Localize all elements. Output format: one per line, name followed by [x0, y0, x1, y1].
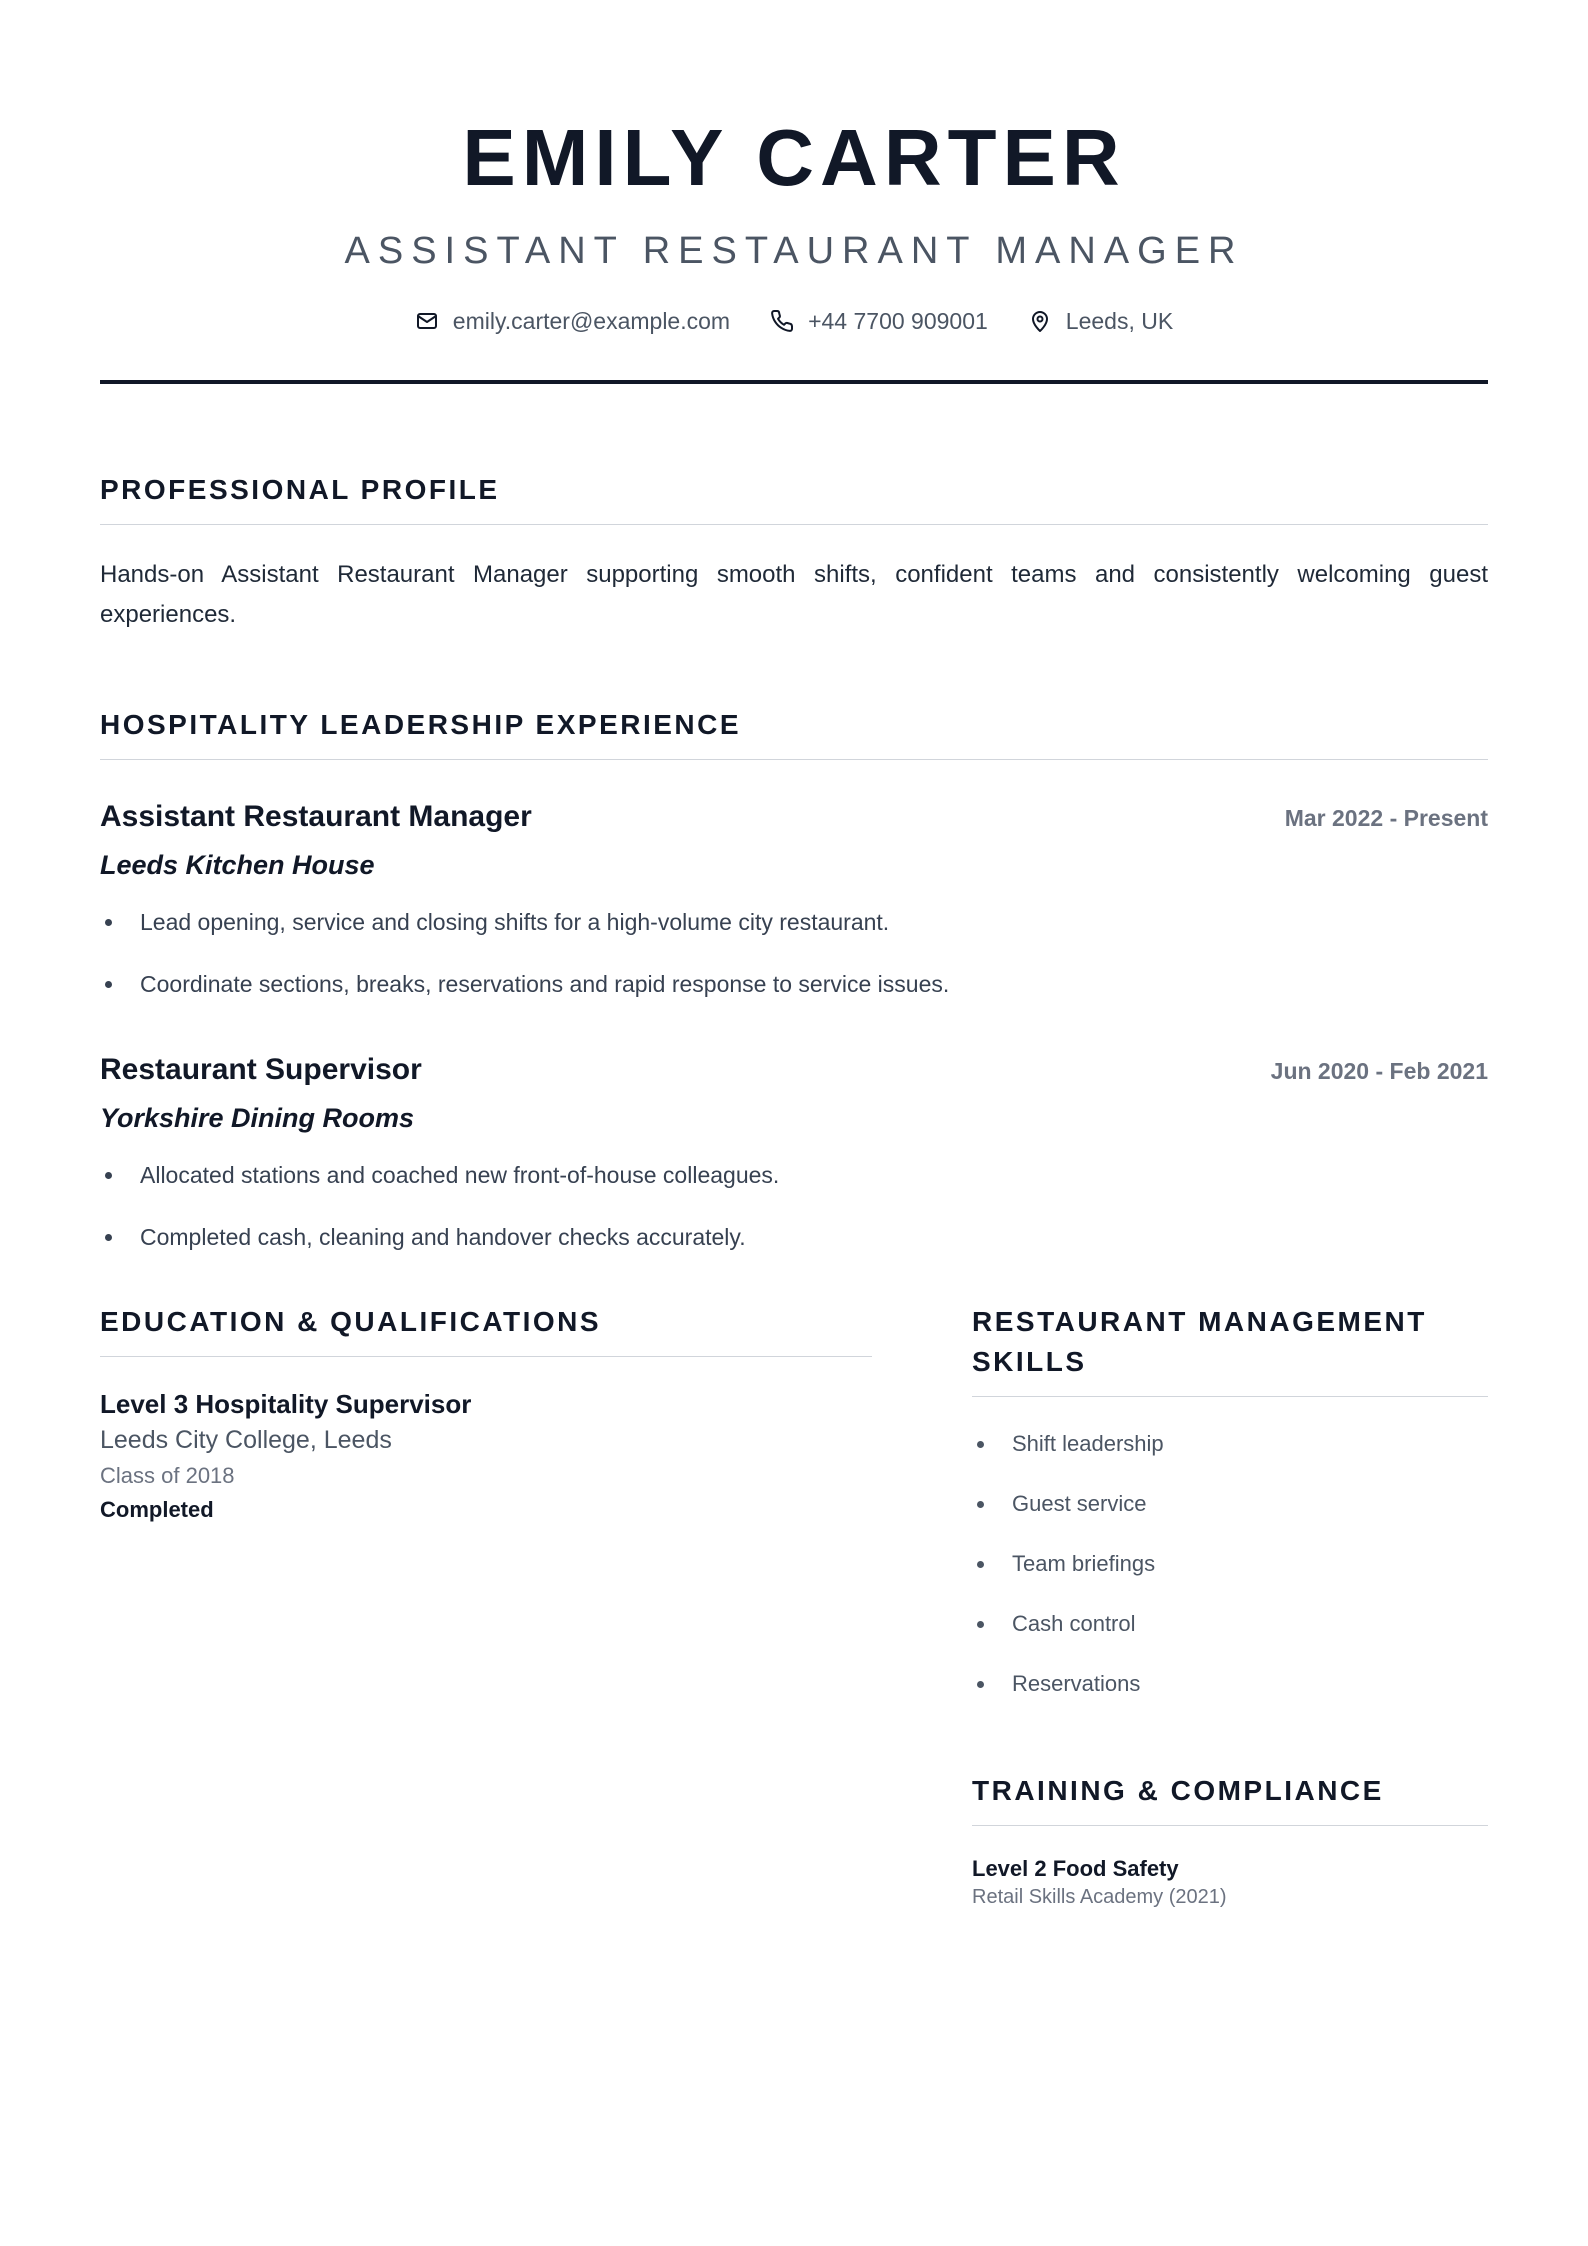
- training-heading: TRAINING & COMPLIANCE: [972, 1775, 1384, 1806]
- job-bullets: [100, 1158, 1488, 1254]
- job-entry: [100, 800, 1488, 1001]
- job-company: Yorkshire Dining Rooms: [100, 1103, 415, 1133]
- list-item: Coordinate sections, breaks, reservations and rapid response to service issues.: [100, 967, 1488, 1001]
- training-title: Level 2 Food Safety: [972, 1856, 1179, 1881]
- list-item: Allocated stations and coached new front-of-house colleagues.: [100, 1158, 1488, 1192]
- list-item: Shift leadership: [972, 1429, 1488, 1459]
- contact-row: [100, 304, 1488, 338]
- candidate-name: EMILY CARTER: [462, 113, 1126, 202]
- header-divider: [100, 380, 1488, 384]
- job-dates: Jun 2020 - Feb 2021: [1270, 1058, 1488, 1084]
- email-text: emily.carter@example.com: [452, 307, 731, 334]
- list-item: Reservations: [972, 1669, 1488, 1699]
- list-item: Completed cash, cleaning and handover checks accurately.: [100, 1220, 1488, 1254]
- section-divider: [972, 1396, 1488, 1397]
- list-item: Lead opening, service and closing shifts for a high-volume city restaurant.: [100, 905, 1488, 939]
- phone-icon: [770, 309, 794, 333]
- experience-heading: HOSPITALITY LEADERSHIP EXPERIENCE: [100, 709, 742, 740]
- education-heading: EDUCATION & QUALIFICATIONS: [100, 1306, 602, 1337]
- section-divider: [100, 524, 1488, 525]
- candidate-title: ASSISTANT RESTAURANT MANAGER: [344, 230, 1244, 272]
- section-divider: [100, 759, 1488, 760]
- list-item: Team briefings: [972, 1549, 1488, 1579]
- education-year: Class of 2018: [100, 1463, 235, 1488]
- profile-section: [100, 470, 1488, 635]
- training-section: [972, 1771, 1488, 1909]
- two-column-section: [100, 1302, 1488, 1909]
- job-bullets: [100, 905, 1488, 1001]
- education-school: Leeds City College, Leeds: [100, 1426, 392, 1454]
- experience-section: [100, 705, 1488, 1254]
- contact-phone[interactable]: [770, 308, 988, 335]
- skills-heading: RESTAURANT MANAGEMENT SKILLS: [972, 1306, 1427, 1377]
- location-text: Leeds, UK: [1065, 307, 1174, 334]
- job-entry: [100, 1053, 1488, 1254]
- job-company: Leeds Kitchen House: [100, 850, 375, 880]
- map-pin-icon: [1028, 309, 1052, 333]
- phone-text: +44 7700 909001: [808, 307, 988, 334]
- training-provider: Retail Skills Academy (2021): [972, 1886, 1227, 1908]
- skills-list: [972, 1429, 1488, 1699]
- skills-section: [972, 1302, 1488, 1699]
- mail-icon: [415, 309, 439, 333]
- job-role: Assistant Restaurant Manager: [100, 800, 532, 833]
- contact-location: [1028, 308, 1173, 335]
- education-title: Level 3 Hospitality Supervisor: [100, 1389, 472, 1419]
- education-status: Completed: [100, 1497, 214, 1522]
- right-column: [972, 1302, 1488, 1909]
- section-divider: [972, 1825, 1488, 1826]
- list-item: Cash control: [972, 1609, 1488, 1639]
- contact-email[interactable]: [415, 308, 730, 335]
- list-item: Guest service: [972, 1489, 1488, 1519]
- profile-heading: PROFESSIONAL PROFILE: [100, 474, 500, 505]
- resume-header: [100, 0, 1488, 384]
- education-section: [100, 1302, 872, 1909]
- job-dates: Mar 2022 - Present: [1284, 805, 1488, 831]
- profile-text: Hands-on Assistant Restaurant Manager supporting smooth shifts, confident teams and consistently welcoming guest experiences.: [100, 561, 1488, 628]
- section-divider: [100, 1356, 872, 1357]
- job-role: Restaurant Supervisor: [100, 1053, 422, 1086]
